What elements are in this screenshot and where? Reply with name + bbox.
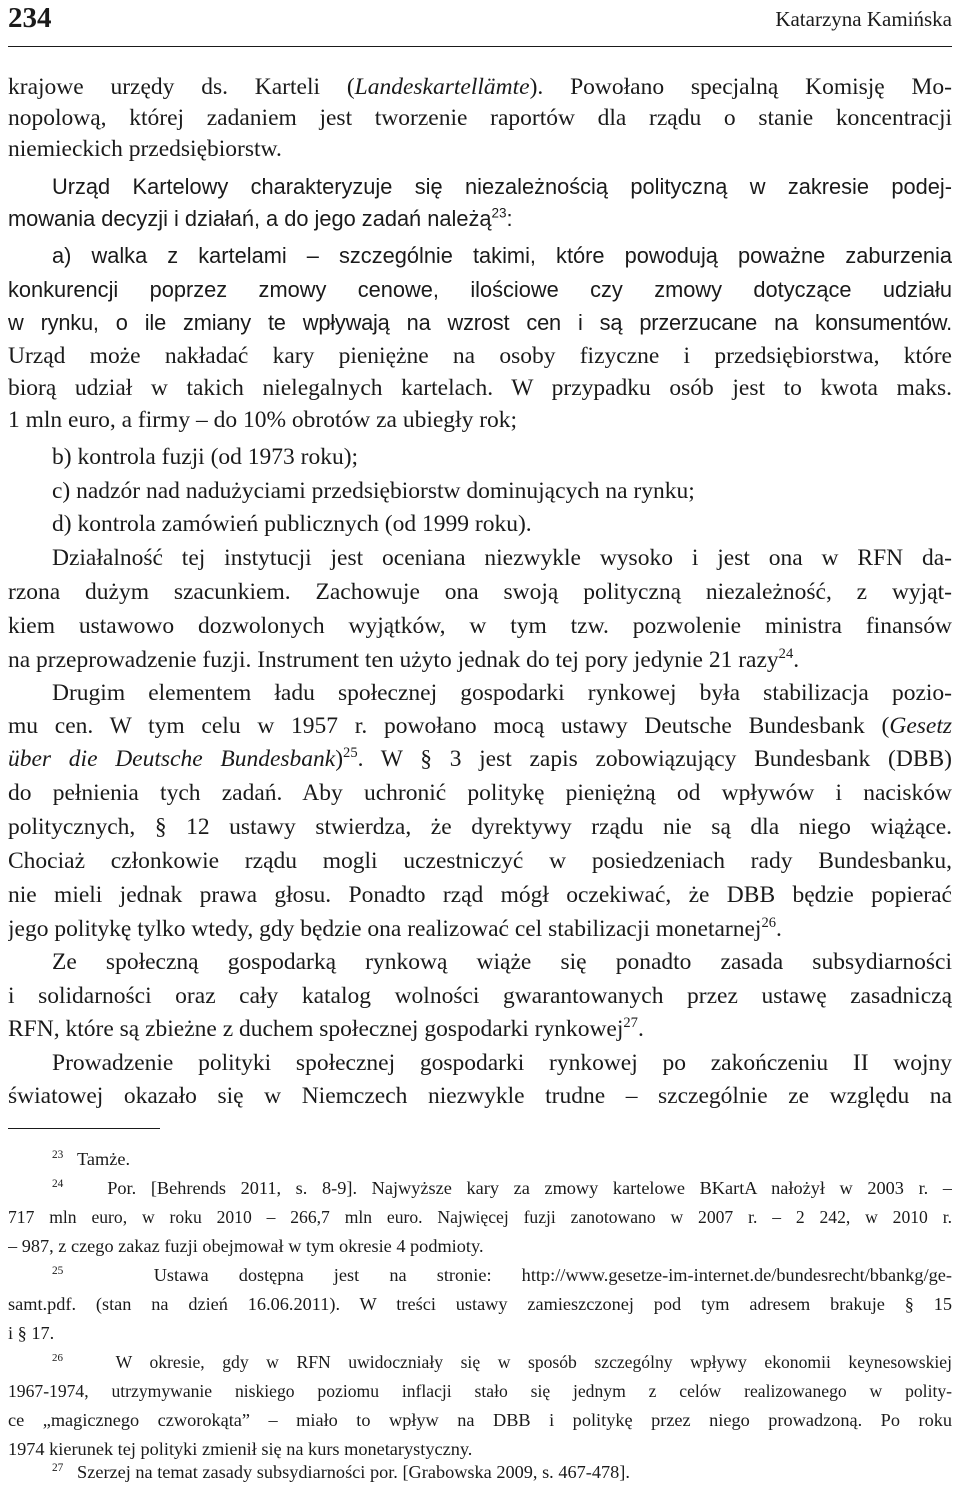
italic-term: Gesetz xyxy=(889,713,952,739)
footnote-number: 23 xyxy=(52,1148,64,1161)
footnote-text: Ustawa dostępna jest na stronie: http://www.gesetze-im-internet.de/bundesrecht/bbankg/ge- xyxy=(153,1265,952,1285)
text-run: mu cen. W tym celu w 1957 r. powołano mocą ustawy Deutsche Bundesbank ( xyxy=(8,713,890,739)
text-run: na przeprowadzenie fuzji. Instrument ten użyto jednak do tej pory jedynie 21 razy xyxy=(8,647,779,673)
body-line: d) kontrola zamówień publicznych (od 1999 roku). xyxy=(52,511,532,537)
body-line xyxy=(8,203,952,235)
footnote-26-line: ce „magicznego czworokąta” – miało to wpływ na DBB i politykę przez niego prowadzoną. Po roku xyxy=(8,1410,952,1430)
running-head-author: Katarzyna Kamińska xyxy=(775,7,952,31)
body-line: niemieckich przedsiębiorstw. xyxy=(8,136,282,162)
body-line: w rynku, o ile zmiany te wpływają na wzrost cen i są przerzucane na konsumentów. xyxy=(8,310,952,335)
body-line: do pełnienia tych zadań. Aby uchronić politykę pieniężną od wpływów i nacisków xyxy=(8,780,952,806)
body-line: konkurencji poprzez zmowy cenowe, ilościowe czy zmowy dotyczące udziału xyxy=(8,277,952,302)
body-line: Urząd Kartelowy charakteryzuje się niezależnością polityczną w zakresie podej- xyxy=(52,174,952,199)
footnote-27 xyxy=(52,1458,952,1487)
footnote-text: Szerzej na temat zasady subsydiarności por. [Grabowska 2009, s. 467-478]. xyxy=(77,1462,630,1482)
body-line: Drugim elementem ładu społecznej gospodarki rynkowej była stabilizacja pozio- xyxy=(52,680,952,706)
footnote-26-line xyxy=(52,1348,952,1377)
body-line xyxy=(8,743,952,775)
body-line xyxy=(8,71,952,103)
footnote-25-line xyxy=(52,1261,952,1290)
text-run: mowania decyzji i działań, a do jego zadań należą xyxy=(8,206,492,231)
footnote-separator xyxy=(8,1128,160,1129)
body-line: a) walka z kartelami – szczególnie takimi, które powodują poważne zaburzenia xyxy=(52,243,952,268)
body-line xyxy=(8,913,952,945)
footnote-number: 24 xyxy=(52,1177,64,1190)
text-run: ). Powołano specjalną Komisję Mo- xyxy=(529,74,952,100)
text-run: . xyxy=(793,647,800,673)
text-run: . xyxy=(776,916,782,942)
body-line: kiem ustawowo dozwolonych wyjątków, w tym tzw. pozwolenie ministra finansów xyxy=(8,613,952,639)
italic-term: Landeskartellämte xyxy=(354,74,530,100)
body-line: biorą udział w takich nielegalnych kartelach. W przypadku osób jest to kwota maks. xyxy=(8,375,952,401)
body-line: rzona dużym szacunkiem. Zachowuje ona swoją polityczną niezależność, z wyjąt- xyxy=(8,579,952,605)
footnote-ref: 24 xyxy=(778,646,794,663)
text-run: . W § 3 jest zapis zobowiązujący Bundesbank (DBB) xyxy=(357,746,952,772)
body-line: nopolową, której zadaniem jest tworzenie raportów dla rządu o stanie koncentracji xyxy=(8,105,952,131)
footnote-25-line: i § 17. xyxy=(8,1323,55,1343)
text-run: jego politykę tylko wtedy, gdy będzie ona realizować cel stabilizacji monetarnej xyxy=(8,916,762,942)
footnote-ref: 26 xyxy=(761,915,777,932)
text-run: krajowe urzędy ds. Karteli ( xyxy=(8,74,355,100)
footnote-24-line xyxy=(52,1174,952,1203)
footnote-number: 26 xyxy=(52,1352,63,1365)
body-line: Prowadzenie polityki społecznej gospodarki rynkowej po zakończeniu II wojny xyxy=(52,1050,952,1076)
body-line xyxy=(8,1013,952,1045)
footnote-ref: 27 xyxy=(623,1015,638,1032)
footnote-text: Tamże. xyxy=(77,1149,131,1169)
footnote-number: 25 xyxy=(52,1264,64,1277)
body-line: nie mieli jednak prawa głosu. Ponadto rząd mógł oczekiwać, że DBB będzie popierać xyxy=(8,882,952,908)
body-line xyxy=(8,710,952,742)
footnote-ref: 25 xyxy=(343,745,358,762)
body-line: i solidarności oraz cały katalog wolności gwarantowanych przez ustawę zasadniczą xyxy=(8,983,952,1009)
footnote-24-line: – 987, z czego zakaz fuzji obejmował w tym okresie 4 podmioty. xyxy=(8,1236,484,1256)
footnote-26-line: 1967-1974, utrzymywanie niskiego poziomu inflacji stało się jednym z celów realizowanego w polity- xyxy=(8,1381,952,1401)
footnote-25-line: samt.pdf. (stan na dzień 16.06.2011). W treści ustawy zamieszczonej pod tym adresem brakuje § 15 xyxy=(8,1294,952,1314)
running-header xyxy=(8,0,952,50)
text-run: ) xyxy=(335,746,344,772)
page-number: 234 xyxy=(8,2,52,34)
body-line: Urząd może nakładać kary pieniężne na osoby fizyczne i przedsiębiorstwa, które xyxy=(8,343,952,369)
body-line xyxy=(8,644,952,676)
body-line: Działalność tej instytucji jest oceniana niezwykle wysoko i jest ona w RFN da- xyxy=(52,545,952,571)
body-line: politycznych, § 12 ustawy stwierdza, że dyrektywy rządu nie są dla niego wiążące. xyxy=(8,814,952,840)
italic-term: über die Deutsche Bundesbank xyxy=(8,746,336,772)
header-rule xyxy=(8,46,952,47)
body-line: Ze społeczną gospodarką rynkową wiąże się ponadto zasada subsydiarności xyxy=(52,949,952,975)
footnote-23 xyxy=(52,1145,952,1174)
footnote-26-line: 1974 kierunek tej polityki zmienił się na kurs monetarystyczny. xyxy=(8,1439,473,1459)
text-run: . xyxy=(637,1016,644,1042)
body-line: Chociaż członkowie rządu mogli uczestniczyć w posiedzeniach rady Bundesbanku, xyxy=(8,848,952,874)
footnote-text: W okresie, gdy w RFN uwidoczniały się w sposób szczególny wpływy ekonomii keynesowskiej xyxy=(115,1352,952,1372)
text-run: RFN, które są zbieżne z duchem społecznej gospodarki rynkowej xyxy=(8,1016,624,1042)
footnote-text: Por. [Behrends 2011, s. 8-9]. Najwyższe kary za zmowy kartelowe BKartA nałożył w 2003 r. – xyxy=(107,1178,952,1198)
footnote-24-line: 717 mln euro, w roku 2010 – 266,7 mln euro. Najwięcej fuzji zanotowano w 2007 r. – 2 242, w 2010 r. xyxy=(8,1207,952,1227)
body-line: 1 mln euro, a firmy – do 10% obrotów za ubiegły rok; xyxy=(8,407,518,433)
body-line: b) kontrola fuzji (od 1973 roku); xyxy=(52,444,359,470)
body-line: światowej okazało się w Niemczech niezwykle trudne – szczególnie ze względu na xyxy=(8,1083,952,1109)
footnote-number: 27 xyxy=(52,1461,64,1474)
footnote-ref: 23 xyxy=(491,205,507,221)
text-run: : xyxy=(506,206,513,231)
body-line: c) nadzór nad nadużyciami przedsiębiorstw dominujących na rynku; xyxy=(52,478,695,504)
